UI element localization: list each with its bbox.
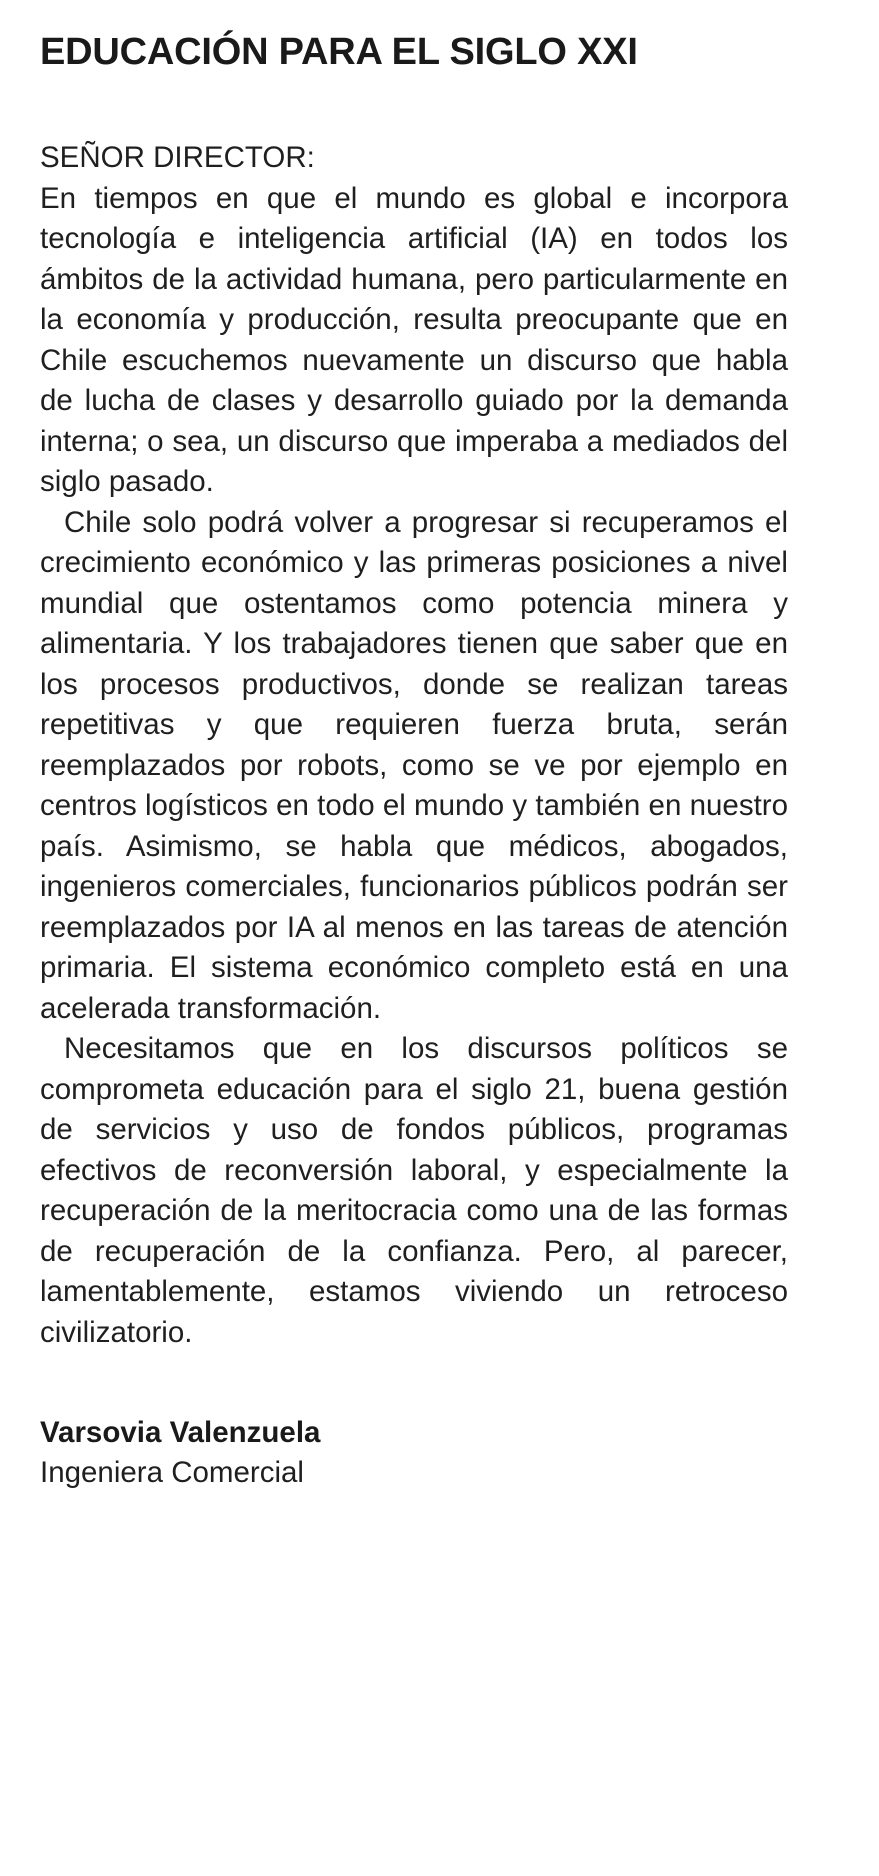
salutation: SEÑOR DIRECTOR: (40, 141, 315, 174)
letter-body (40, 179, 788, 1354)
author-title: Ingeniera Comercial (40, 1456, 304, 1489)
paragraph-1: En tiempos en que el mundo es global e incorpora tecnología e inteligencia artificial (IA) en todos los ámbitos de la actividad humana, pero particularmente en la economía y producción, resulta preocupante que en Chile escuchemos nuevamente un discurso que habla de lucha de clases y desarrollo guiado por la demanda interna; o sea, un discurso que imperaba a mediados del siglo pasado. (40, 181, 788, 498)
paragraph-2: Chile solo podrá volver a progresar si recuperamos el crecimiento económico y las primeras posiciones a nivel mundial que ostentamos como potencia minera y alimentaria. Y los trabajadores tienen que saber que en los procesos productivos, donde se realizan tareas repetitivas y que requieren fuerza bruta, serán reemplazados por robots, como se ve por ejemplo en centros logísticos en todo el mundo y también en nuestro país. Asimismo, se habla que médicos, abogados, ingenieros comerciales, funcionarios públicos podrán ser reemplazados por IA al menos en las tareas de atención primaria. El sistema económico completo está en una acelerada transformación. (40, 505, 788, 1025)
headline: EDUCACIÓN PARA EL SIGLO XXI (40, 31, 638, 73)
author-name: Varsovia Valenzuela (40, 1416, 321, 1449)
paragraph-3: Necesitamos que en los discursos políticos se comprometa educación para el siglo 21, buena gestión de servicios y uso de fondos públicos, programas efectivos de reconversión laboral, y especialmente la recuperación de la meritocracia como una de las formas de recuperación de la confianza. Pero, al parecer, lamentablemente, estamos viviendo un retroceso civilizatorio. (40, 1032, 788, 1349)
signature (40, 1413, 788, 1493)
letter-to-editor (40, 26, 788, 1493)
